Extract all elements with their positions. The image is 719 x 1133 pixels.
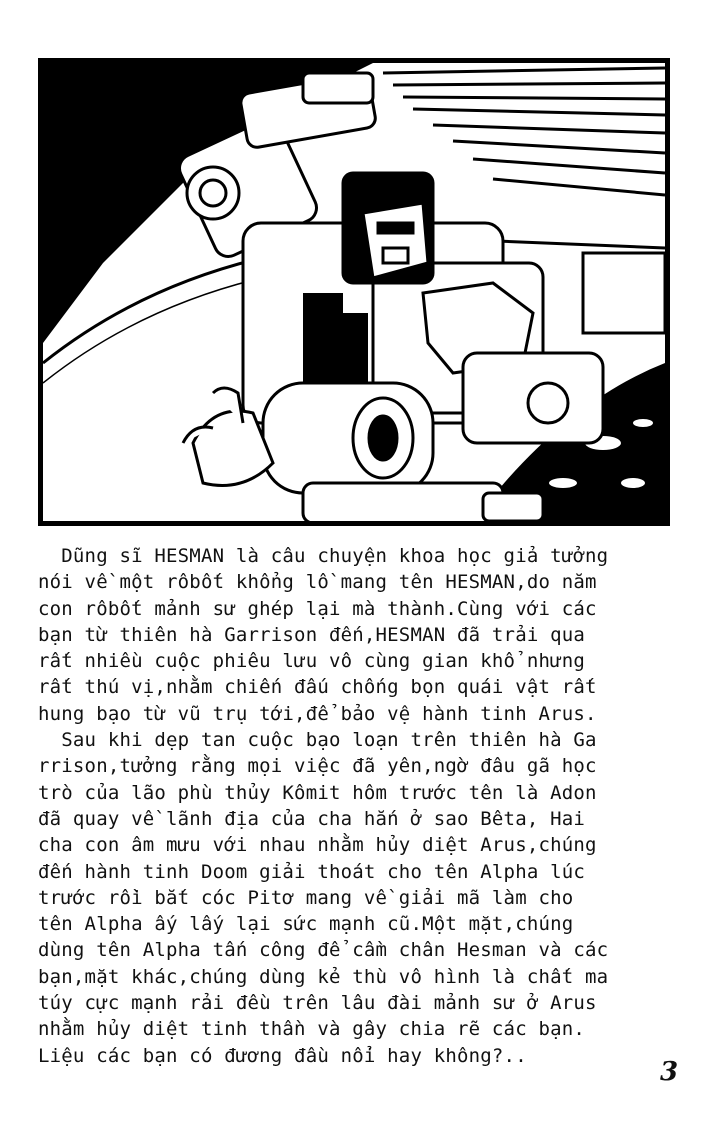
story-line: rất thú vị,nhằm chiến đấu chống bọn quái vật rất xyxy=(38,676,597,699)
page-number: 3 xyxy=(660,1057,679,1087)
story-line: túy cực mạnh rải đều trên lâu đài mảnh sư ở Arus xyxy=(38,992,597,1015)
story-line: hung bạo từ vũ trụ tới,để bảo vệ hành tinh Arus. xyxy=(38,702,597,725)
story-line: Liệu các bạn có đương đầu nổi hay không?.. xyxy=(38,1044,527,1067)
comic-illustration-panel xyxy=(38,58,670,526)
story-line: Sau khi dẹp tan cuộc bạo loạn trên thiên hà Ga xyxy=(38,729,597,752)
story-line: nói về một rôbốt khổng lồ mang tên HESMAN,do năm xyxy=(38,571,597,594)
story-line: rrison,tưởng rằng mọi việc đã yên,ngờ đâu gã học xyxy=(38,755,597,778)
story-line: bạn,mặt khác,chúng dùng kẻ thù vô hình là chất ma xyxy=(38,965,609,988)
story-line: đến hành tinh Doom giải thoát cho tên Alpha lúc xyxy=(38,860,586,883)
story-text-block xyxy=(38,543,688,1069)
giant-robot-illustration xyxy=(43,63,665,521)
story-line: dùng tên Alpha tấn công để cầm chân Hesman và các xyxy=(38,939,609,962)
story-line: bạn từ thiên hà Garrison đến,HESMAN đã trải qua xyxy=(38,623,586,646)
story-line: rất nhiều cuộc phiêu lưu vô cùng gian khổ nhưng xyxy=(38,650,586,673)
story-line: Dũng sĩ HESMAN là câu chuyện khoa học giả tưởng xyxy=(38,545,609,567)
story-line: cha con âm mưu với nhau nhằm hủy diệt Arus,chúng xyxy=(38,834,597,857)
story-line: tên Alpha ấy lấy lại sức mạnh cũ.Một mặt,chúng xyxy=(38,913,574,936)
story-line: con rôbốt mảnh sư ghép lại mà thành.Cùng với các xyxy=(38,597,597,620)
story-line: trước rồi bắt cóc Pitơ mang về giải mã làm cho xyxy=(38,886,574,909)
story-line: nhằm hủy diệt tinh thần và gây chia rẽ các bạn. xyxy=(38,1018,586,1041)
story-line: đã quay về lãnh địa của cha hắn ở sao Bêta, Hai xyxy=(38,807,586,830)
story-line: trò của lão phù thủy Kômit hôm trước tên là Adon xyxy=(38,781,597,804)
